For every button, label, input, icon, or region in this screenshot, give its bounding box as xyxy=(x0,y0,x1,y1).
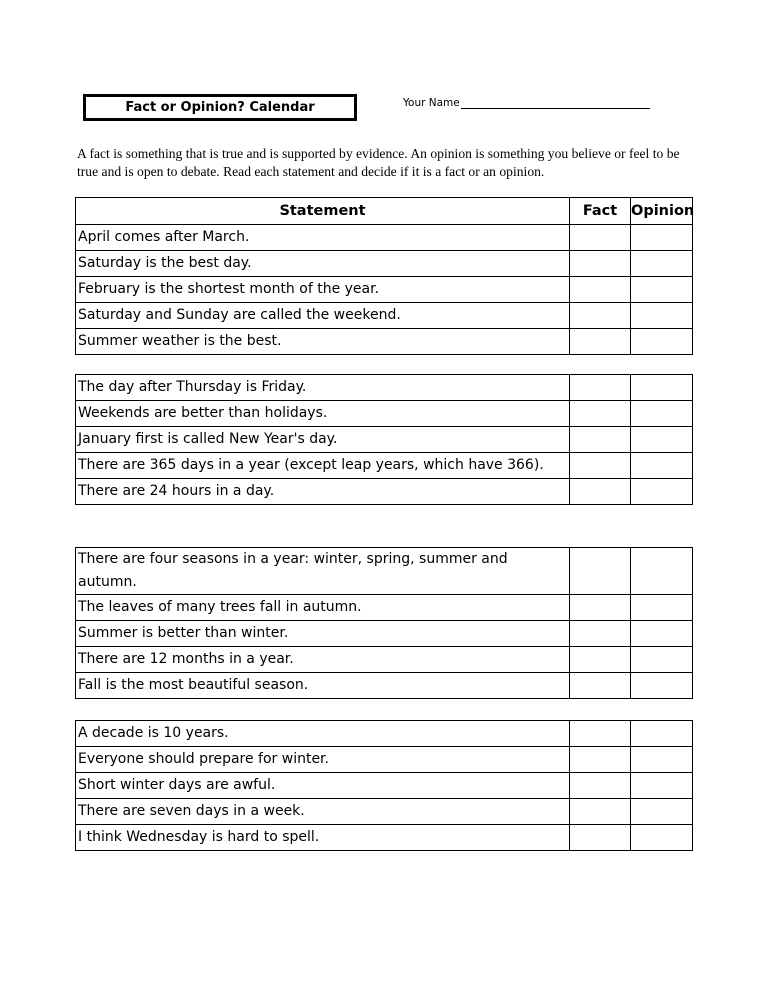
opinion-checkbox-cell[interactable] xyxy=(631,595,693,621)
opinion-checkbox-cell[interactable] xyxy=(631,721,693,747)
statement-cell: Saturday is the best day. xyxy=(76,251,570,277)
table-row xyxy=(76,825,693,851)
table-row xyxy=(76,673,693,699)
fact-header: Fact xyxy=(570,198,631,225)
table-row xyxy=(76,773,693,799)
table-row xyxy=(76,799,693,825)
statement-cell: Fall is the most beautiful season. xyxy=(76,673,570,699)
fact-checkbox-cell[interactable] xyxy=(570,747,631,773)
statement-table-1 xyxy=(75,197,693,355)
table-row xyxy=(76,401,693,427)
statement-cell: Saturday and Sunday are called the weekend. xyxy=(76,303,570,329)
table-row xyxy=(76,427,693,453)
fact-checkbox-cell[interactable] xyxy=(570,799,631,825)
fact-checkbox-cell[interactable] xyxy=(570,401,631,427)
instructions: A fact is something that is true and is supported by evidence. An opinion is something you believe or feel to be true and is open to debate. Read each statement and decide if it is a fact or an opinion. xyxy=(77,146,680,179)
statement-cell: January first is called New Year's day. xyxy=(76,427,570,453)
table-header-row xyxy=(76,198,693,225)
name-field[interactable] xyxy=(403,97,650,109)
table-row xyxy=(76,747,693,773)
fact-checkbox-cell[interactable] xyxy=(570,303,631,329)
table-row xyxy=(76,375,693,401)
opinion-checkbox-cell[interactable] xyxy=(631,479,693,505)
opinion-checkbox-cell[interactable] xyxy=(631,277,693,303)
table-row xyxy=(76,329,693,355)
fact-checkbox-cell[interactable] xyxy=(570,251,631,277)
opinion-checkbox-cell[interactable] xyxy=(631,225,693,251)
fact-checkbox-cell[interactable] xyxy=(570,225,631,251)
fact-checkbox-cell[interactable] xyxy=(570,375,631,401)
table-row xyxy=(76,548,693,595)
worksheet-title: Fact or Opinion? Calendar xyxy=(83,94,357,121)
statement-table-2 xyxy=(75,374,693,505)
table-row xyxy=(76,621,693,647)
fact-checkbox-cell[interactable] xyxy=(570,277,631,303)
fact-checkbox-cell[interactable] xyxy=(570,329,631,355)
fact-checkbox-cell[interactable] xyxy=(570,548,631,595)
opinion-checkbox-cell[interactable] xyxy=(631,427,693,453)
opinion-checkbox-cell[interactable] xyxy=(631,375,693,401)
opinion-checkbox-cell[interactable] xyxy=(631,621,693,647)
table-row xyxy=(76,225,693,251)
opinion-checkbox-cell[interactable] xyxy=(631,303,693,329)
table-row xyxy=(76,277,693,303)
opinion-checkbox-cell[interactable] xyxy=(631,647,693,673)
statement-cell: Summer weather is the best. xyxy=(76,329,570,355)
fact-checkbox-cell[interactable] xyxy=(570,453,631,479)
fact-checkbox-cell[interactable] xyxy=(570,479,631,505)
fact-checkbox-cell[interactable] xyxy=(570,825,631,851)
statement-cell: The day after Thursday is Friday. xyxy=(76,375,570,401)
fact-checkbox-cell[interactable] xyxy=(570,773,631,799)
statement-cell: Summer is better than winter. xyxy=(76,621,570,647)
opinion-checkbox-cell[interactable] xyxy=(631,799,693,825)
fact-checkbox-cell[interactable] xyxy=(570,621,631,647)
statement-cell: I think Wednesday is hard to spell. xyxy=(76,825,570,851)
statement-cell: There are seven days in a week. xyxy=(76,799,570,825)
table-row xyxy=(76,251,693,277)
opinion-checkbox-cell[interactable] xyxy=(631,747,693,773)
statement-header: Statement xyxy=(76,198,570,225)
table-row xyxy=(76,721,693,747)
name-label: Your Name xyxy=(403,97,460,109)
table-row xyxy=(76,479,693,505)
opinion-checkbox-cell[interactable] xyxy=(631,453,693,479)
name-blank-line[interactable] xyxy=(461,97,650,109)
opinion-header: Opinion xyxy=(631,198,693,225)
fact-checkbox-cell[interactable] xyxy=(570,427,631,453)
fact-checkbox-cell[interactable] xyxy=(570,647,631,673)
table-row xyxy=(76,303,693,329)
opinion-checkbox-cell[interactable] xyxy=(631,548,693,595)
statement-cell: April comes after March. xyxy=(76,225,570,251)
opinion-checkbox-cell[interactable] xyxy=(631,673,693,699)
statement-cell: There are 12 months in a year. xyxy=(76,647,570,673)
table-row xyxy=(76,453,693,479)
opinion-checkbox-cell[interactable] xyxy=(631,329,693,355)
statement-table-4 xyxy=(75,720,693,851)
opinion-checkbox-cell[interactable] xyxy=(631,251,693,277)
fact-checkbox-cell[interactable] xyxy=(570,595,631,621)
statement-cell: The leaves of many trees fall in autumn. xyxy=(76,595,570,621)
statement-cell: Short winter days are awful. xyxy=(76,773,570,799)
statement-table-3 xyxy=(75,547,693,699)
opinion-checkbox-cell[interactable] xyxy=(631,773,693,799)
opinion-checkbox-cell[interactable] xyxy=(631,825,693,851)
table-row xyxy=(76,595,693,621)
fact-checkbox-cell[interactable] xyxy=(570,673,631,699)
statement-cell: Weekends are better than holidays. xyxy=(76,401,570,427)
statement-cell: There are 24 hours in a day. xyxy=(76,479,570,505)
fact-checkbox-cell[interactable] xyxy=(570,721,631,747)
statement-cell: A decade is 10 years. xyxy=(76,721,570,747)
statement-cell: February is the shortest month of the year. xyxy=(76,277,570,303)
opinion-checkbox-cell[interactable] xyxy=(631,401,693,427)
table-row xyxy=(76,647,693,673)
statement-cell: There are four seasons in a year: winter, spring, summer and autumn. xyxy=(76,548,570,595)
statement-cell: Everyone should prepare for winter. xyxy=(76,747,570,773)
statement-cell: There are 365 days in a year (except leap years, which have 366). xyxy=(76,453,570,479)
